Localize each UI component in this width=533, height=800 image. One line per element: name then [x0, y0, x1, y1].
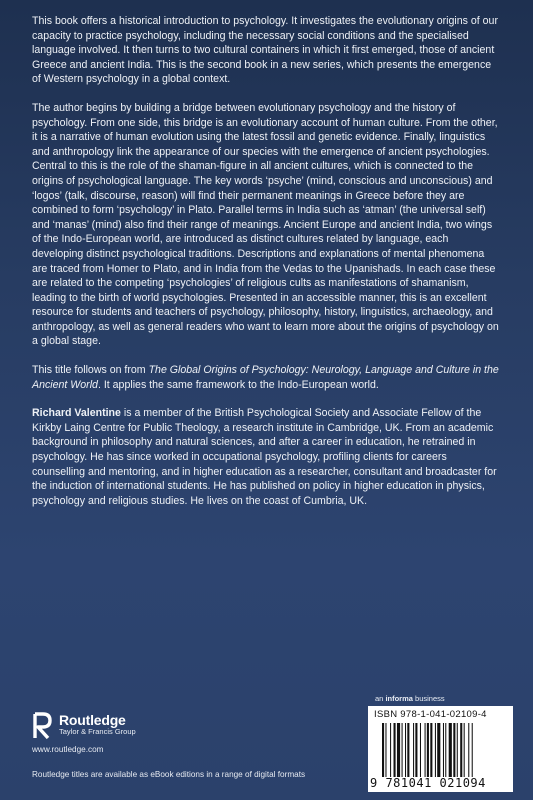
previous-book-title: The Global Origins of Psychology: Neurology, Language and Culture in the Ancient World: [32, 364, 499, 391]
blurb-paragraph-3: [32, 363, 502, 392]
publisher-name: Routledge: [59, 712, 126, 728]
back-cover-text: [32, 14, 502, 520]
barcode-digits: 9 781041 021094: [370, 776, 486, 790]
series-intro-text: This title follows on from: [32, 364, 149, 377]
routledge-logo-icon: [32, 712, 54, 740]
publisher-website: www.routledge.com: [32, 745, 104, 754]
series-outro-text: . It applies the same framework to the Indo-European world.: [97, 378, 379, 391]
informa-business-line: [375, 694, 445, 703]
publisher-logo: [32, 712, 136, 740]
isbn-text: ISBN 978-1-041-02109-4: [374, 709, 487, 720]
ebook-formats-note: Routledge titles are available as eBook editions in a range of digital formats: [32, 770, 306, 779]
blurb-paragraph-1: This book offers a historical introduction to psychology. It investigates the evolutionary origins of our capacity to practice psychology, including the necessary social conditions and the specialised language involved. It then turns to two cultural containers in which it first emerged, those of ancient Greece and ancient India. This is the second book in a new series, which presents the emergence of Western psychology in a global context.: [32, 15, 498, 86]
publisher-group: Taylor & Francis Group: [59, 727, 136, 736]
barcode-icon: [382, 723, 502, 777]
barcode-panel: [368, 706, 513, 792]
informa-prefix: an: [375, 694, 386, 703]
informa-suffix: business: [412, 694, 445, 703]
author-bio-text: is a member of the British Psychological Society and Associate Fellow of the Kirkby Laing Centre for Public Theology, a research institute in Cambridge, UK. From an academic background in philosophy and natural sciences, and after a career in education, he retrained in psychology. He has since worked in occupational psychology, profiling clients for careers counselling and mentoring, and in higher education as a researcher, consultant and broadcaster for the induction of international students. He has published on policy in higher education in physics, psychology and religious studies. He lives on the coast of Cumbria, UK.: [32, 407, 497, 507]
informa-brand: informa: [385, 694, 413, 703]
author-name: Richard Valentine: [32, 407, 121, 420]
blurb-paragraph-2: The author begins by building a bridge between evolutionary psychology and the history of psychology. From one side, this bridge is an evolutionary account of human culture. From the other, it is a narrative of human evolution using the latest fossil and genetic evidence. Finally, linguistics and anthropology link the appearance of our species with the emergence of ancient psychologies. Central to this is the role of the shaman-figure in all ancient cultures, which is connected to the origins of psychological language. The key words ‘psyche’ (mind, conscious and unconscious) and ‘logos’ (talk, discourse, reason) will find their permanent meanings in Greece before they are combined to form ‘psychology’ in Plato. Parallel terms in India such as ‘atman’ (the universal self) and ‘manas’ (mind) also find their range of meanings. Ancient Europe and ancient India, two wings of the Indo-European world, are introduced as distinct cultures related by language, each developing distinct psychological traditions. Descriptions and explanations of mental phenomena are traced from Homer to Plato, and in India from the Vedas to the Upanishads. In each case these are related to the competing ‘psychologies’ of religious cults as manifestations of shamanism, leading to the birth of world psychologies. Presented in an accessible manner, this is an excellent resource for students and teachers of psychology, philosophy, history, linguistics, archaeology, and anthropology, as well as general readers who want to learn more about the origins of psychology on a global stage.: [32, 101, 499, 348]
author-bio: [32, 406, 502, 508]
